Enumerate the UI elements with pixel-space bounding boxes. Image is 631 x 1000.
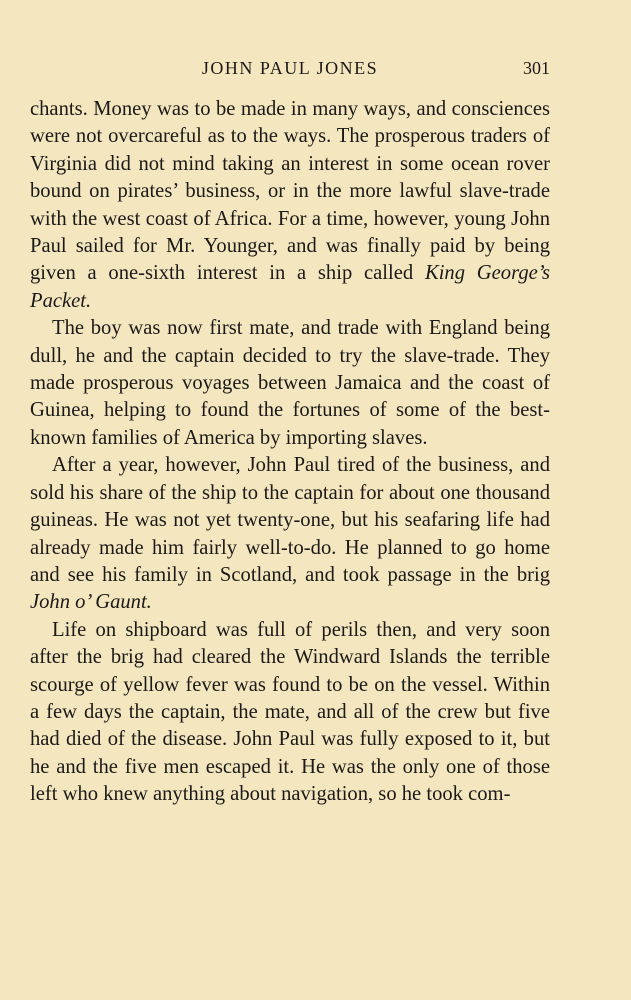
paragraph-2-text: The boy was now first mate, and trade with England being dull, he and the captain decided to try the slave-trade. They made prosperous voyages between Jamaica and the coast of Guinea, helping to found the fortunes of some of the best-known families of America by importing slaves. [30, 317, 550, 449]
book-page [30, 0, 550, 1000]
paragraph-3 [30, 452, 550, 616]
paragraph-4 [30, 617, 550, 809]
paragraph-1 [30, 96, 550, 315]
paragraph-1-ship-name: King George’s Packet. [30, 262, 550, 312]
paragraph-3-text: After a year, however, John Paul tired of the business, and sold his share of the ship to the captain for about one thousand guineas. He was not yet twenty-one, but his seafaring life had already made him fairly well-to-do. He planned to go home and see his family in Scotland, and took passage in the brig [30, 454, 550, 586]
paragraph-2 [30, 315, 550, 452]
page-number: 301 [523, 58, 550, 78]
paragraph-3-ship-name: John o’ Gaunt. [30, 591, 152, 614]
running-title: JOHN PAUL JONES [201, 58, 379, 78]
running-header [30, 56, 550, 86]
paragraph-1-text: chants. Money was to be made in many ways, and consciences were not overcareful as to the ways. The prosperous traders of Virginia did not mind taking an interest in some ocean rover bound on pirates’ business, or in the more lawful slave-trade with the west coast of Africa. For a time, however, young John Paul sailed for Mr. Younger, and was finally paid by being given a one-sixth interest in a ship called [30, 98, 550, 285]
body-text [30, 96, 550, 809]
paragraph-4-text: Life on shipboard was full of perils then, and very soon after the brig had cleared the Windward Islands the terrible scourge of yellow fever was found to be on the vessel. Within a few days the captain, the mate, and all of the crew but five had died of the disease. John Paul was fully exposed to it, but he and the five men escaped it. He was the only one of those left who knew anything about navigation, so he took com- [30, 618, 550, 806]
